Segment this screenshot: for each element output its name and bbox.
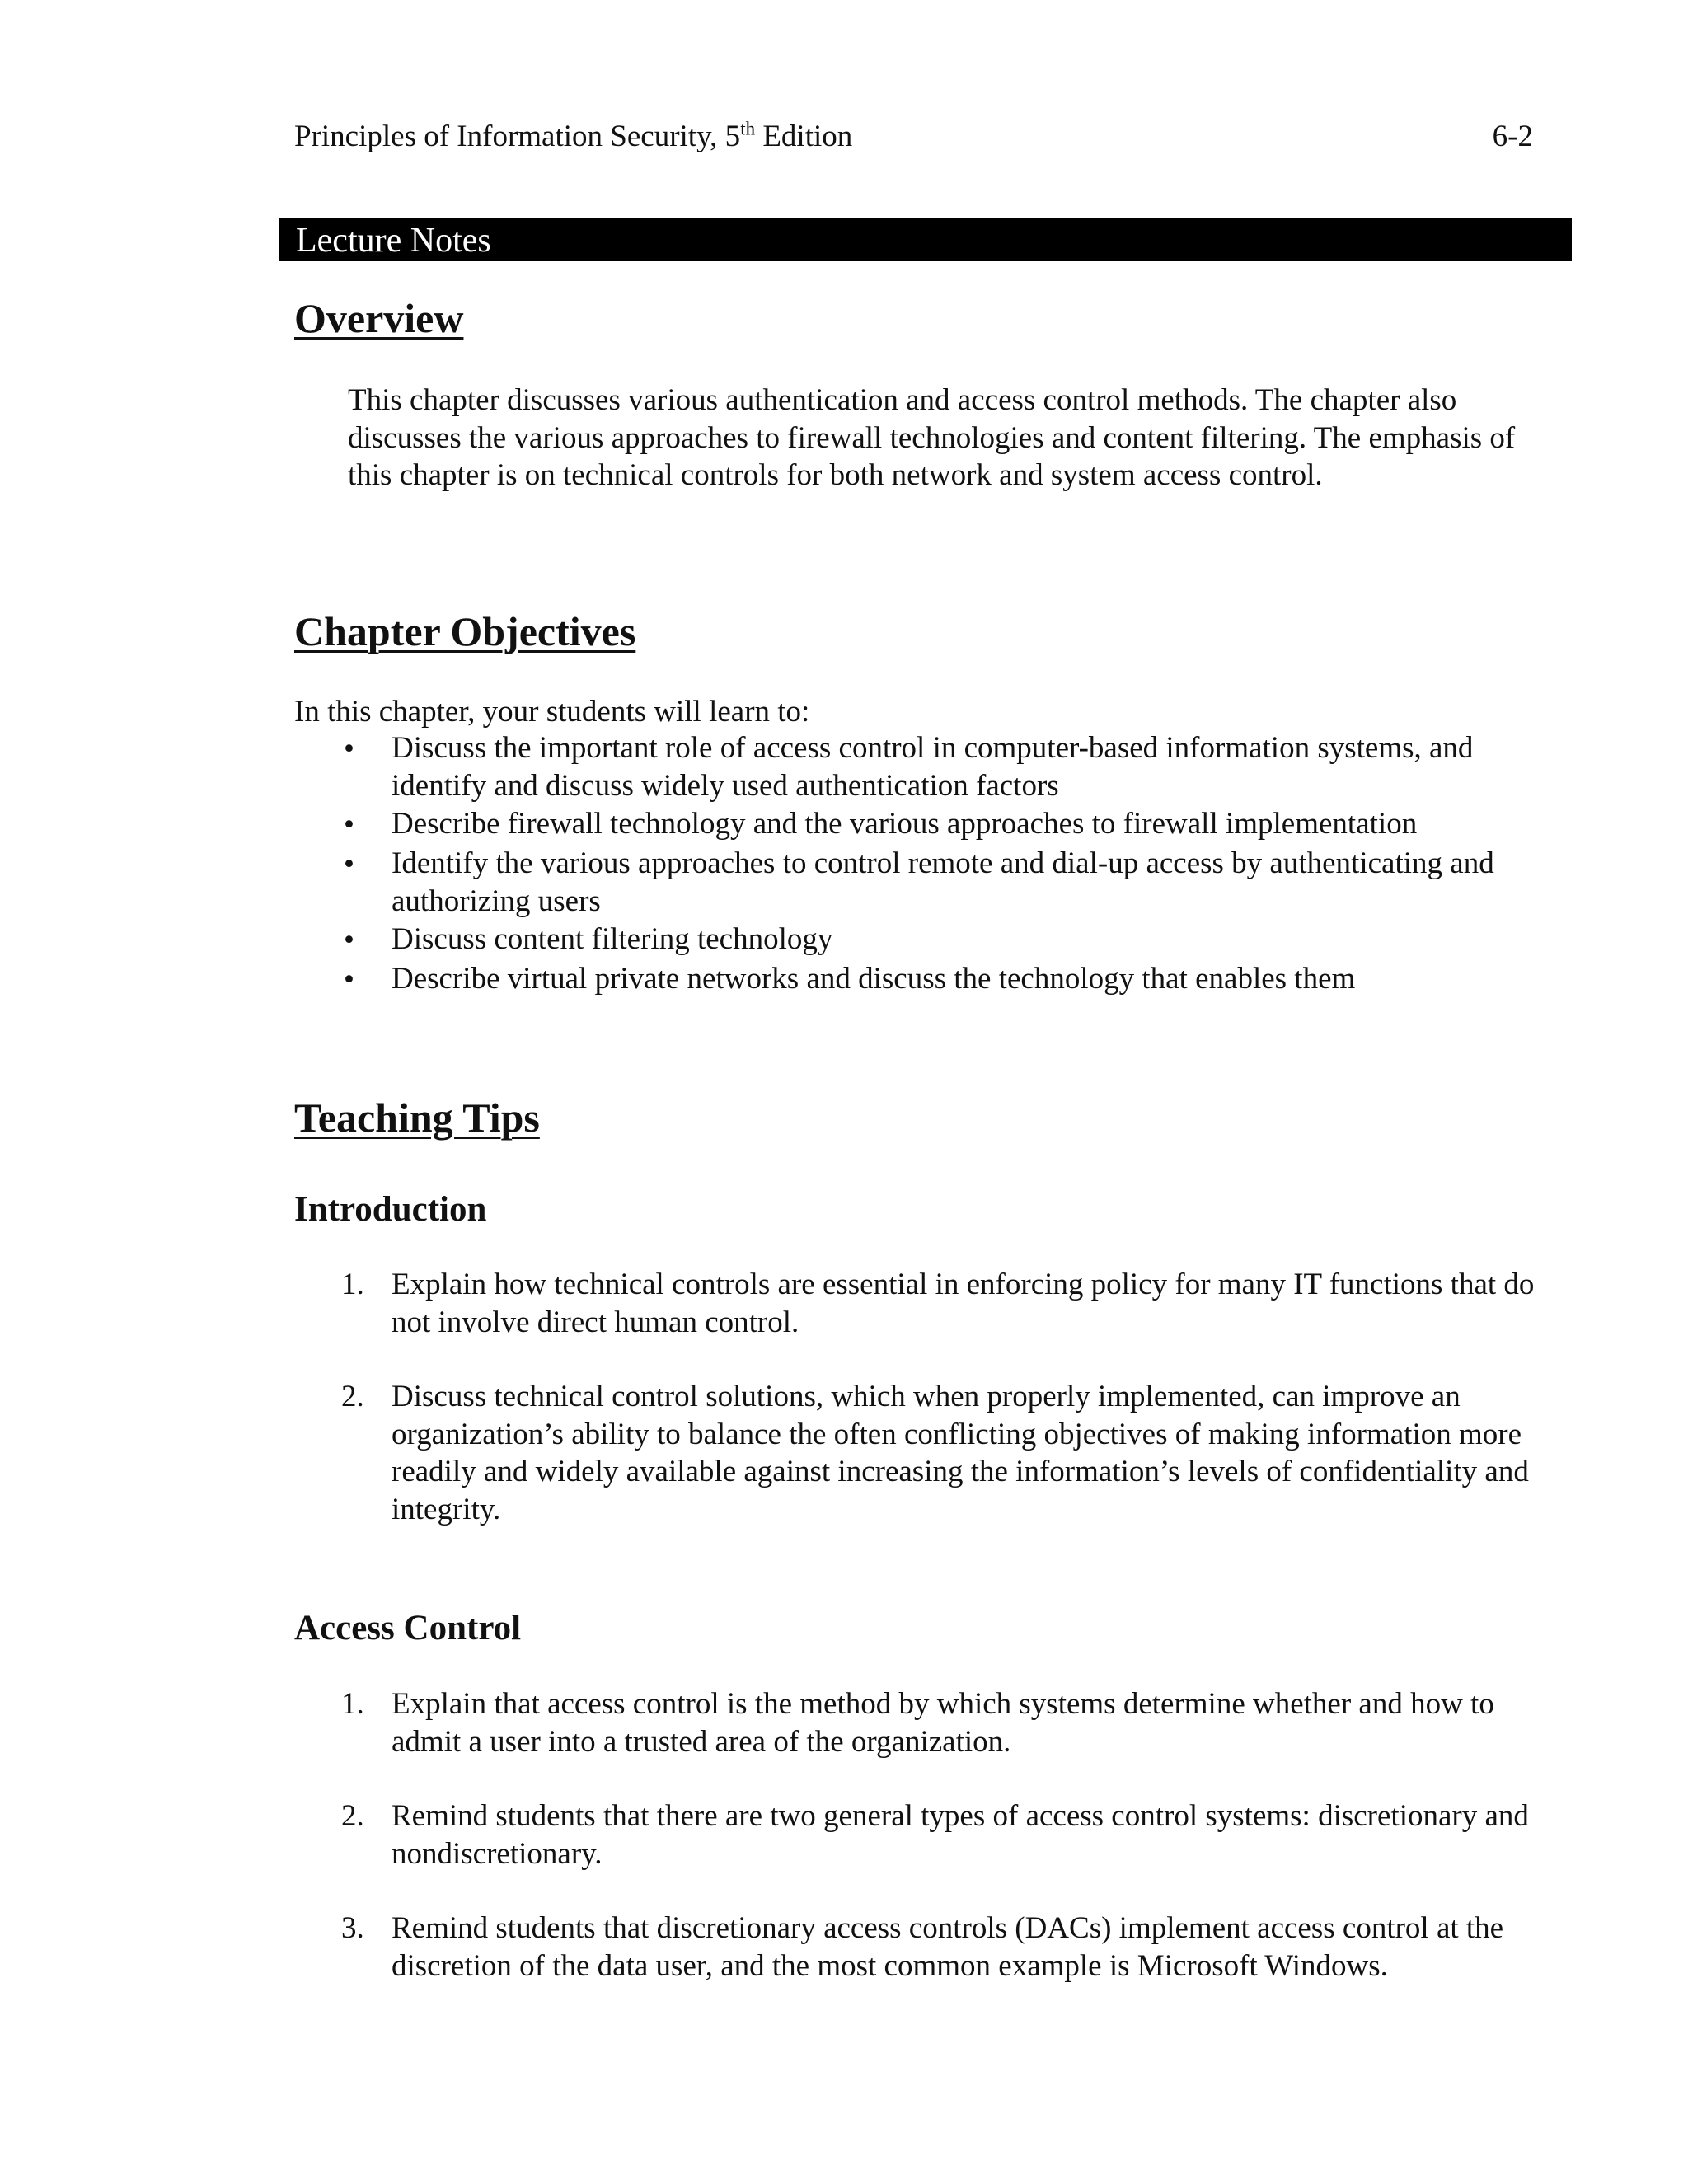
numbered-item: [294, 1685, 1555, 1760]
item-text: Remind students that discretionary access controls (DACs) implement access control at the discretion of the data user, and the most common example is Microsoft Windows.: [392, 1911, 1504, 1983]
page-number: 6-2: [1492, 120, 1533, 153]
objectives-intro: In this chapter, your students will learn to:: [294, 695, 810, 729]
objective-item: [294, 845, 1555, 920]
objective-item: [294, 921, 1555, 959]
access-control-list: [294, 1685, 1555, 1985]
bullet-icon: •: [344, 963, 354, 996]
objective-item: [294, 960, 1555, 999]
numbered-item: [294, 1797, 1555, 1872]
objectives-list: [294, 729, 1555, 1000]
running-header: [294, 115, 1533, 158]
bullet-icon: •: [344, 732, 354, 766]
overview-heading: Overview: [294, 295, 464, 341]
objective-text: Discuss content filtering technology: [392, 922, 833, 956]
introduction-list: [294, 1266, 1555, 1528]
item-text: Explain how technical controls are essential in enforcing policy for many IT functions that do not involve direct human control.: [392, 1268, 1535, 1339]
item-number: 2.: [341, 1799, 364, 1833]
access-control-heading: Access Control: [294, 1609, 522, 1647]
numbered-item: [294, 1910, 1555, 1985]
item-number: 1.: [341, 1687, 364, 1721]
numbered-item: [294, 1266, 1555, 1341]
item-text: Remind students that there are two general types of access control systems: discretionary and nondiscretionary.: [392, 1799, 1529, 1871]
book-title: [294, 115, 852, 158]
introduction-heading: Introduction: [294, 1190, 487, 1229]
item-number: 1.: [341, 1268, 364, 1301]
item-text: Discuss technical control solutions, which when properly implemented, can improve an organization’s ability to balance the often conflicting objectives of making information more readily and widely available against increasing the information’s levels of confidentiality and integrity.: [392, 1380, 1529, 1526]
book-title-prefix: Principles of Information Security, 5: [294, 120, 741, 153]
item-number: 3.: [341, 1911, 364, 1945]
objective-text: Identify the various approaches to control remote and dial-up access by authenticating and authorizing users: [392, 846, 1494, 918]
teaching-tips-heading: Teaching Tips: [294, 1094, 540, 1141]
section-bar: Lecture Notes: [279, 218, 1572, 261]
book-title-superscript: th: [740, 118, 756, 139]
bullet-icon: •: [344, 808, 354, 841]
numbered-item: [294, 1378, 1555, 1528]
objectives-heading: Chapter Objectives: [294, 608, 636, 654]
book-title-suffix: Edition: [755, 120, 853, 153]
objective-text: Describe firewall technology and the various approaches to firewall implementation: [392, 807, 1418, 841]
overview-paragraph: This chapter discusses various authentication and access control methods. The chapter also discusses the various approaches to firewall technologies and content filtering. The emphasis of this chapter is on technical controls for both network and system access control.: [348, 383, 1516, 492]
bullet-icon: •: [344, 923, 354, 957]
item-number: 2.: [341, 1380, 364, 1413]
objective-item: [294, 805, 1555, 844]
bullet-icon: •: [344, 847, 354, 881]
objective-text: Discuss the important role of access control in computer-based information systems, and identify and discuss widely used authentication factors: [392, 731, 1474, 803]
objective-text: Describe virtual private networks and discuss the technology that enables them: [392, 962, 1356, 996]
item-text: Explain that access control is the method by which systems determine whether and how to admit a user into a trusted area of the organization.: [392, 1687, 1494, 1759]
objective-item: [294, 729, 1555, 804]
